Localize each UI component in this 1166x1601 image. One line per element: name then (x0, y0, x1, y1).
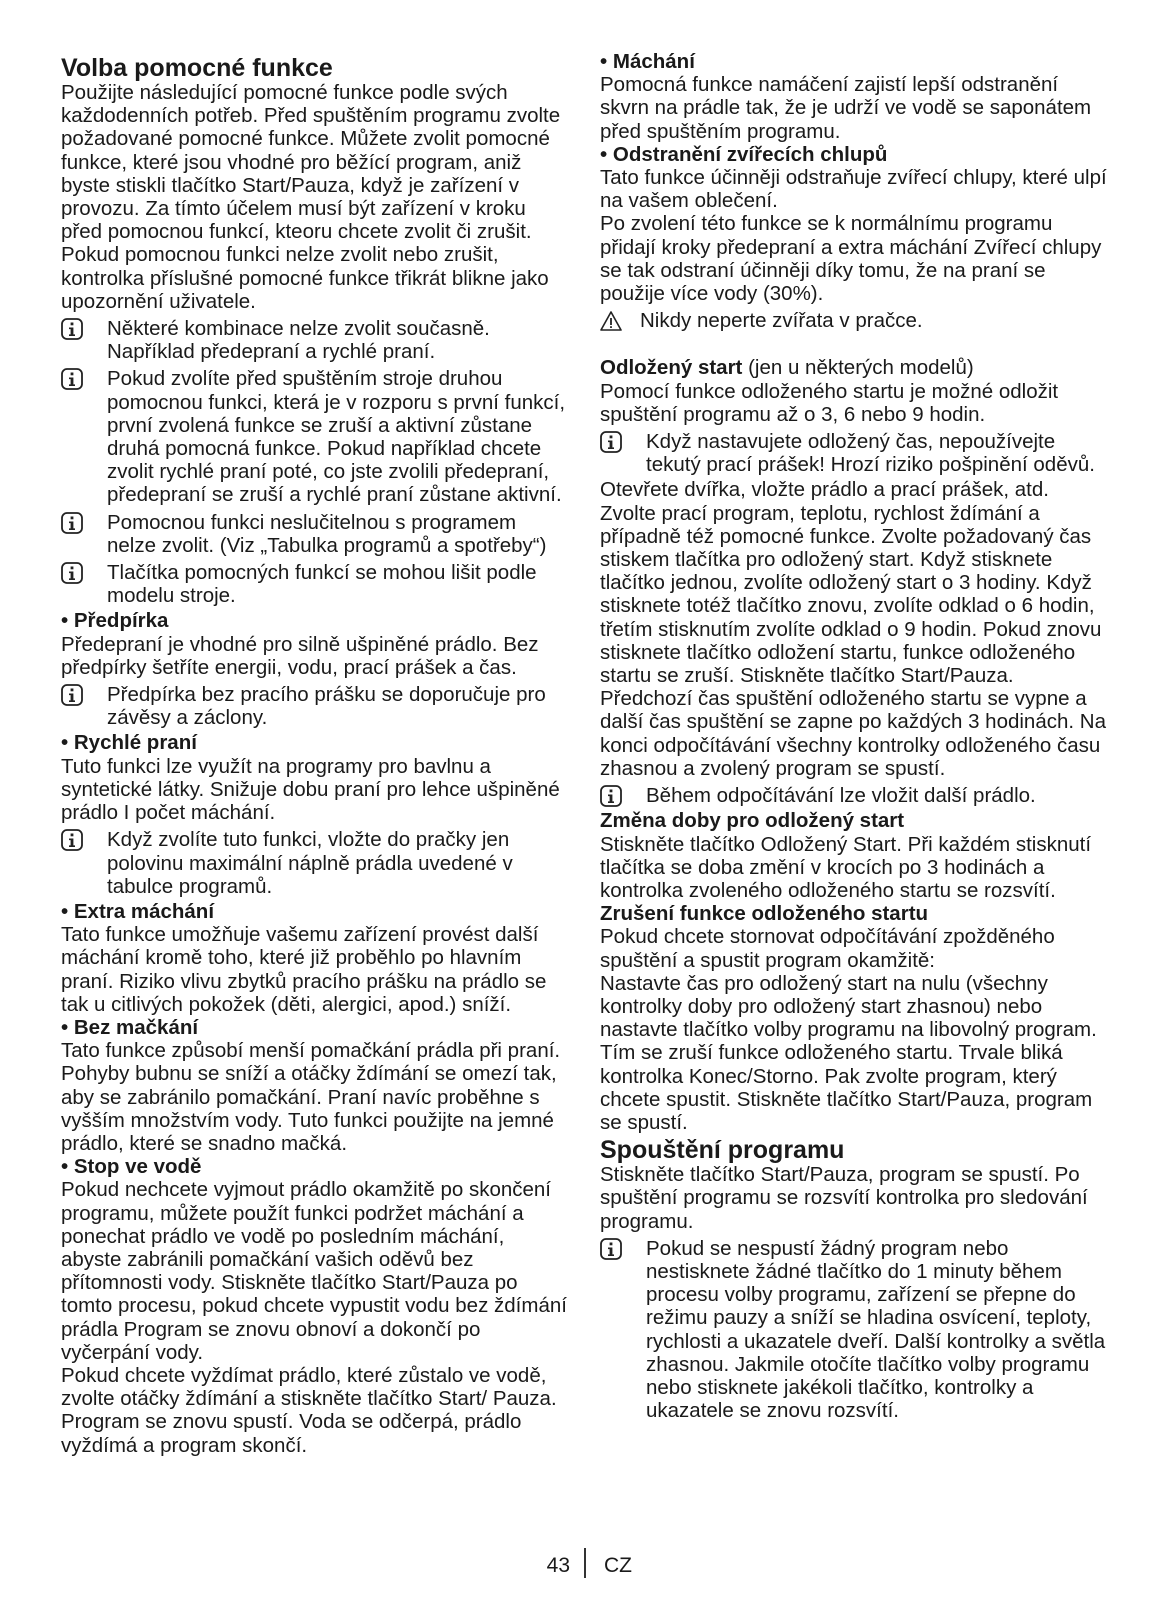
note-text: Pomocnou funkci neslučitelnou s programem nelze zvolit. (Viz „Tabulka programů a spotřeby“) (107, 510, 547, 557)
warning-triangle-icon (600, 310, 622, 332)
warning-note (600, 309, 1110, 332)
note-text: Pokud se nespustí žádný program nebo nestisknete žádné tlačítko do 1 minuty během procesu volby programu, zařízení se přepne do režimu pauzy a sníží se hladina osvícení, teploty, rychlosti a ukazatele dveří. Další kontrolky a světla zhasnou. Jakmile otočíte tlačítko volby programu nebo stisknete jakékoli tlačítko, kontrolky a ukazatele se znovu rozsvítí. (646, 1236, 1106, 1423)
paragraph: Pokud nechcete vyjmout prádlo okamžitě po skončení programu, můžete použít funkci podržet máchání a ponechat prádlo ve vodě po posledním máchání, abyste zabránili pomačkání vašich oděvů bez přítomnosti vody. Stiskněte tlačítko Start/Pauza po tomto procesu, pokud chcete vypustit vodu bez ždímání prádla Program se znovu obnoví a dokončí po vyčerpání vody. (61, 1178, 567, 1364)
paragraph: Pomocí funkce odloženého startu je možné odložit spuštění programu až o 3, 6 nebo 9 hodin. (600, 379, 1059, 426)
info-note (600, 430, 1110, 476)
language-code: CZ (604, 1554, 632, 1577)
info-note (61, 683, 569, 729)
warning-text: Nikdy neperte zvířata v pračce. (640, 309, 923, 333)
note-text: Předpírka bez pracího prášku se doporučuje pro závěsy a záclony. (107, 683, 546, 730)
page-number: 43 (546, 1554, 570, 1577)
info-icon (61, 318, 83, 340)
info-note (61, 828, 569, 898)
right-column (600, 50, 1110, 1424)
subheading-predpirka: • Předpírka (61, 609, 169, 633)
paragraph: Tato funkce účinněji odstraňuje zvířecí chlupy, které ulpí na vašem oblečení. (600, 166, 1107, 213)
info-icon (61, 512, 83, 534)
subheading-machani: • Máchání (600, 50, 695, 73)
info-icon (600, 1238, 622, 1260)
paragraph: Nastavte čas pro odložený start na nulu (všechny kontrolky doby pro odložený start zhasnou) nebo nastavte tlačítko volby programu na libovolný program. Tím se zruší funkce odloženého startu. Trvale bliká kontrolka Konec/Storno. Pak zvolte program, který chcete spustit. Stiskněte tlačítko Start/Pauza, program se spustí. (600, 971, 1097, 1134)
info-note (61, 317, 569, 363)
info-icon (61, 562, 83, 584)
paragraph: Pokud chcete vyždímat prádlo, které zůstalo ve vodě, zvolte otáčky ždímání a stiskněte tlačítko Start/ Pauza. (61, 1363, 557, 1411)
info-note (61, 561, 569, 607)
info-icon (600, 785, 622, 807)
note-text: Když zvolíte tuto funkci, vložte do pračky jen polovinu maximální náplně prádla uvedené v tabulce programů. (107, 828, 513, 898)
note-text: Některé kombinace nelze zvolit současně. Například předepraní a rychlé praní. (107, 317, 490, 364)
paragraph: Tato funkce způsobí menší pomačkání prádla při praní. Pohyby bubnu se sníží a otáčky ždímání se omezí tak, aby se zabránilo pomačkání. Praní navíc proběhne s vyšším množstvím vody. Tuto funkci použijte na jemné prádlo, které se snadno mačká. (61, 1039, 561, 1155)
note-text: Pokud zvolíte před spuštěním stroje druhou pomocnou funkci, která je v rozporu s první funkcí, první zvolená funkce se zruší a aktivní zůstane druhá pomocná funkce. Pokud například chcete zvolit rychlé praní poté, co jste zvolili předepraní, předepraní se zruší a rychlé praní zůstane aktivní. (107, 367, 566, 507)
section-title-spousteni-programu: Spouštění programu (600, 1136, 845, 1165)
paragraph: Použijte následující pomocné funkce podle svých každodenních potřeb. Před spuštěním programu zvolte požadované pomocné funkce. Můžete zvolit pomocné funkce, které jsou vhodné pro běžící program, aniž byste stiskli tlačítko Start/Pauza, když je zařízení v provozu. Za tímto účelem musí být zařízení v kroku před pomocnou funkcí, kteoru chcete zvolit či zrušit. (61, 81, 561, 244)
subheading-rychle-prani: • Rychlé praní (61, 731, 197, 755)
paragraph: Stiskněte tlačítko Odložený Start. Při každém stisknutí tlačítka se doba změní v krocích po 3 hodinách a kontrolka zvoleného odloženého startu se rozsvítí. (600, 832, 1092, 902)
info-icon (600, 431, 622, 453)
note-text: Během odpočítávání lze vložit další prádlo. (646, 784, 1036, 808)
subheading-bez-mackani: • Bez mačkání (61, 1015, 199, 1039)
note-text: Tlačítka pomocných funkcí se mohou lišit podle modelu stroje. (107, 561, 537, 608)
subheading-odlozeny-start (600, 356, 1110, 379)
subheading-zmena-doby: Změna doby pro odložený start (600, 809, 905, 833)
odlozeny-start-title-suffix: (jen u některých modelů) (742, 356, 974, 380)
paragraph: Po zvolení této funkce se k normálnímu programu přidají kroky předepraní a extra máchání Zvířecí chlupy se tak odstraní účinněji díky tomu, že na praní se použije více vody (30%). (600, 212, 1102, 306)
info-note (61, 511, 569, 557)
odlozeny-start-title: Odložený start (600, 356, 743, 380)
paragraph: Stiskněte tlačítko Start/Pauza, program se spustí. Po spuštění programu se rozsvítí kontrolka pro sledování programu. (600, 1163, 1088, 1233)
paragraph: Předepraní je vhodné pro silně ušpiněné prádlo. Bez předpírky šetříte energii, vodu, prací prášek a čas. (61, 632, 539, 679)
left-column (61, 50, 569, 1457)
note-text: Když nastavujete odložený čas, nepoužívejte tekutý prací prášek! Hrozí riziko pošpinění oděvů. (646, 430, 1095, 477)
paragraph: Tato funkce umožňuje vašemu zařízení provést další máchání kromě toho, které již proběhlo po hlavním praní. Riziko vlivu zbytků pracího prášku na prádlo se tak u citlivých pokožek (děti, alergici, apod.) sníží. (61, 923, 547, 1016)
paragraph: Otevřete dvířka, vložte prádlo a prací prášek, atd. Zvolte prací program, teplotu, rychlost ždímání a případně též pomocné funkce. Zvolte požadovaný čas stiskem tlačítka pro odložený start. Když stisknete tlačítko jednou, zvolíte odložený start o 3 hodiny. Když stisknete totéž tlačítko znovu, zvolíte odklad o 6 hodin, třetím stisknutím zvolíte odklad o 9 hodin. Pokud znovu stisknete tlačítko odložení startu, funkce odloženého startu se zruší. Stiskněte tlačítko Start/Pauza. Předchozí čas spuštění odloženého startu se vypne a další čas spuštění se zapne po každých 3 hodinách. Na konci odpočítávání všechny kontrolky odloženého času zhasnou a zvolený program se spustí. (600, 478, 1106, 780)
paragraph: Program se znovu spustí. Voda se odčerpá, prádlo vyždímá a program skončí. (61, 1410, 522, 1457)
info-note (61, 367, 569, 506)
info-note (600, 784, 1110, 807)
info-note (600, 1237, 1110, 1423)
paragraph: Pokud pomocnou funkci nelze zvolit nebo zrušit, kontrolka příslušné pomocné funkce třikrát blikne jako upozornění uživatele. (61, 243, 549, 313)
subheading-extra-machani: • Extra máchání (61, 899, 215, 923)
subheading-zruseni-funkce: Zrušení funkce odloženého startu (600, 902, 929, 926)
subheading-odstraneni-chlupu: • Odstranění zvířecích chlupů (600, 142, 888, 166)
info-icon (61, 368, 83, 390)
info-icon (61, 829, 83, 851)
paragraph: Pomocná funkce namáčení zajistí lepší odstranění skvrn na prádle tak, že je udrží ve vodě se saponátem před spuštěním programu. (600, 73, 1092, 143)
info-icon (61, 684, 83, 706)
section-title-auxiliary-functions: Volba pomocné funkce (61, 54, 333, 82)
page-footer (0, 1554, 1166, 1584)
footer-divider (584, 1548, 586, 1578)
paragraph: Pokud chcete stornovat odpočítávání zpožděného spuštění a spustit program okamžitě: (600, 925, 1055, 972)
paragraph: Tuto funkci lze využít na programy pro bavlnu a syntetické látky. Snižuje dobu praní pro lehce ušpiněné prádlo I počet máchání. (61, 754, 560, 825)
subheading-stop-ve-vode: • Stop ve vodě (61, 1155, 202, 1179)
